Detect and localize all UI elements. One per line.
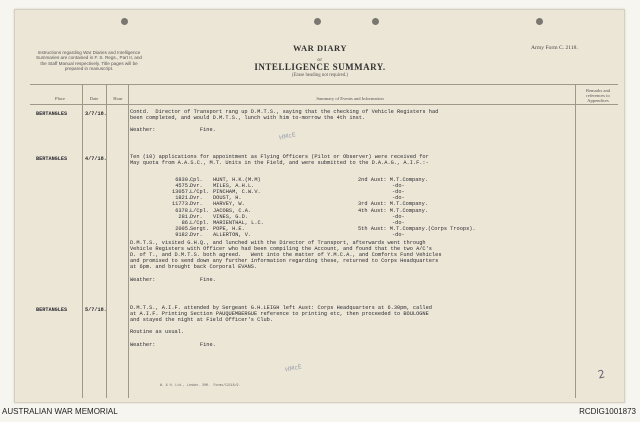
applicant-rank: Dvr.: [190, 231, 203, 238]
handwritten-initials: HMcE: [278, 131, 297, 142]
applicant-no: 13057.: [172, 189, 192, 196]
applicant-no: 281.: [178, 213, 192, 220]
column-header-summary: Summary of Events and Information: [316, 96, 384, 101]
column-rule: [575, 84, 576, 398]
applicant-name: HUNT, H.K.(M.M): [213, 177, 261, 183]
page-number: 2: [596, 367, 607, 382]
applicant-no: 2005.: [175, 225, 192, 232]
applicant-unit: 3rd Aust: M.T.Company.: [358, 201, 428, 208]
applicant-name: ALLERTON, V.: [213, 231, 252, 238]
title-erase-note: (Erase heading not required.): [292, 73, 348, 78]
applicant-name: VINES, G.D.: [213, 213, 248, 220]
applicant-rank: Cpl.: [190, 177, 203, 183]
applicant-unit: -do-: [392, 195, 405, 202]
column-rule: [106, 84, 107, 398]
entry-text: Contd. Director of Transport rang up D.M.T.S., saying that the checking of Vehicle Registers had been completed, and would D.M.T.S., lunch with him to-morrow the 4th inst. Weather: Fine.: [130, 109, 439, 134]
applicant-rank: L/Cpl.: [190, 189, 210, 196]
title-war-diary: WAR DIARY or: [292, 43, 348, 63]
entry-text: D.M.T.S., A.I.F. attended by Sergeant G.H.LEIGH left Aust: Corps Headquarters at 6.30pm, called at A.I.F. Printing Section PAUQUEMBERGUE reference to printing etc, then proceeded to BOULOGNE and stayed the night at Field Officer's Club. Routine as usual. Weather: Fine.: [130, 305, 432, 348]
applicant-rank: L/Cpl.: [190, 219, 210, 226]
footer-credit: AUSTRALIAN WAR MEMORIAL: [2, 407, 118, 416]
instructions-text: Instructions regarding War Diaries and Intelligence Summaries are contained in F. S. Regs., Part II, and the Staff Manual respectively. Title pages will be prepared in manuscript.: [36, 50, 142, 72]
entry-place: BERTANGLES: [36, 307, 68, 313]
punch-hole: [372, 18, 379, 25]
applicant-no: 1821.: [175, 195, 192, 202]
applicant-rank: Dvr.: [190, 183, 203, 190]
punch-hole: [121, 18, 128, 25]
entry-date: 3/7/18.: [85, 111, 107, 117]
column-header-hour: Hour: [113, 96, 123, 101]
footer-reference: RCDIG1001873: [579, 407, 636, 416]
applicant-name: MARIENTHAL, L.C.: [213, 219, 264, 226]
applicant-no: 86.: [181, 219, 192, 226]
column-rule: [128, 84, 129, 398]
applicant-rank: L/Cpl.: [190, 207, 210, 214]
applicant-no: 6378.: [175, 207, 192, 214]
applicant-name: DOUST, H.: [213, 195, 242, 202]
applicant-unit: -do-: [392, 219, 405, 226]
applicant-no: 11773.: [172, 201, 192, 208]
applicant-name: HARVEY, W.: [213, 201, 245, 208]
table-rule: [30, 84, 618, 85]
applicant-no: 9182.: [175, 231, 192, 238]
applicant-rank: Dvr.: [190, 201, 203, 208]
punch-hole: [536, 18, 543, 25]
column-header-remarks: Remarks and references to Appendices: [585, 88, 611, 103]
table-rule: [30, 104, 618, 105]
column-rule: [82, 84, 83, 398]
applicant-rank: Dvr.: [190, 213, 203, 220]
applicant-name: POPE, H.E.: [213, 225, 245, 232]
applicant-no: 4575.: [175, 183, 192, 190]
applicant-unit: 5th Aust: M.T.Company.(Corps Troops).: [358, 225, 476, 232]
entry-date: 4/7/18.: [85, 156, 107, 162]
applicant-no: 6830.: [175, 177, 192, 183]
column-header-place: Place: [55, 96, 65, 101]
army-form-label: Army Form C. 2118.: [531, 45, 578, 51]
title-intelligence-summary: INTELLIGENCE SUMMARY.: [254, 62, 386, 72]
entry-place: BERTANGLES: [36, 111, 68, 117]
printer-note: W. & H. Ltd., London. 20M. Forms/C2118/9.: [160, 383, 241, 387]
applicant-unit: -do-: [392, 213, 405, 220]
handwritten-initials: HMcE: [284, 363, 303, 374]
entry-text-continued: D.M.T.S., visited G.H.Q., and lunched with the Director of Transport, afterwards went through Vehicle Registers with Officer who had been compiling the Account, and found that the two A/C's D. of T., and D.M.T.S. both agreed. Went into the matter of Y.M.C.A., and Comforts Fund Vehicles and promised to send down any further information regarding these, returned to Corps Headquarters at 6pm. and brought back Corporal EVANS. Weather: Fine.: [130, 240, 442, 283]
applicant-name: MILES, A.H.L.: [213, 183, 255, 190]
applicant-unit: -do-: [392, 231, 405, 238]
entry-date: 5/7/18.: [85, 307, 107, 313]
applicant-unit: 2nd Aust: M.T.Company.: [358, 177, 428, 183]
applicant-rank: Sergt.: [190, 225, 210, 232]
applicant-name: PINCHAM, C.W.V.: [213, 189, 261, 196]
entry-place: BERTANGLES: [36, 156, 68, 162]
applicant-unit: -do-: [392, 189, 405, 196]
applicant-unit: 4th Aust: M.T.Company.: [358, 207, 428, 214]
entry-text: Ten (10) applications for appointment as Flying Officers (Pilot or Observer) were received for May quota from A.A.S.C., M.T. Units in the Field, and were submitted to the D.A.A.G., A.I.F.:-: [130, 154, 429, 167]
applicant-name: JACOBS, C.A.: [213, 207, 252, 214]
column-header-date: Date: [89, 96, 99, 101]
applicant-rank: Dvr.: [190, 195, 203, 202]
applicant-unit: -do-: [392, 183, 405, 190]
punch-hole: [314, 18, 321, 25]
